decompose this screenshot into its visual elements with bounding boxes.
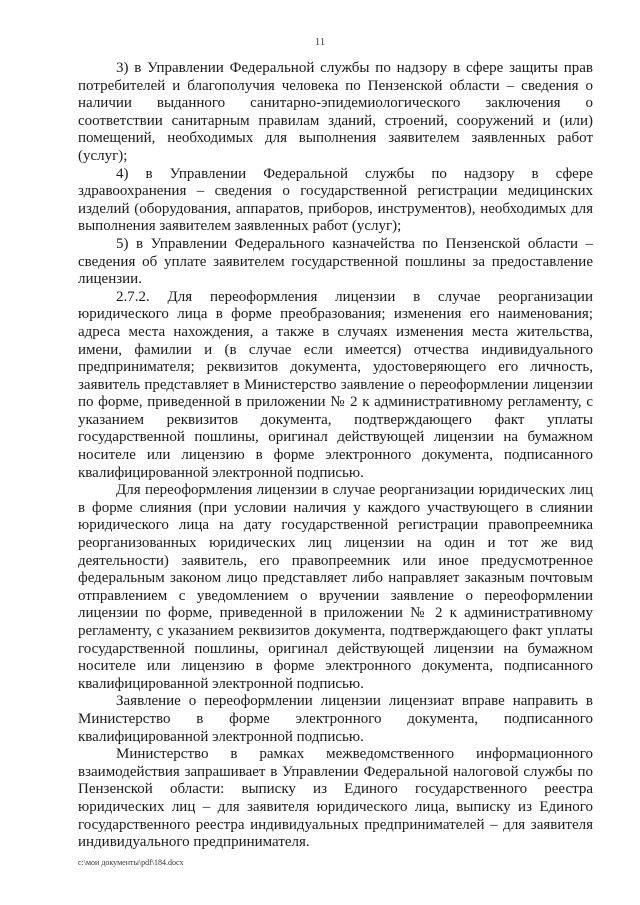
paragraph-interagency-request: Министерство в рамках межведомственного информационного взаимодействия запрашивает в Управлении Федеральной налоговой службы по Пензенской области: выписку из Единого государственного реестра юридических лиц – для заявителя юридического лица, выписку из Единого государственного реестра индивидуальных предпринимателей – для заявителя индивидуального предпринимателя.	[78, 746, 593, 851]
footer-file-path: c:\мои документы\pdf\184.docx	[78, 858, 184, 867]
document-body	[78, 60, 593, 852]
page-number: 11	[314, 36, 326, 48]
paragraph-item-3: 3) в Управлении Федеральной службы по надзору в сфере защиты прав потребителей и благополучия человека по Пензенской области – сведения о наличии выданного санитарно-эпидемиологического заключения о соответствии санитарным правилам зданий, строений, сооружений и (или) помещений, необходимых для выполнения заявителем заявленных работ (услуг);	[78, 60, 593, 164]
paragraph-electronic-application: Заявление о переоформлении лицензии лицензиат вправе направить в Министерство в форме электронного документа, подписанного квалифицированной электронной подписью.	[78, 693, 593, 745]
paragraph-2-7-2: 2.7.2. Для переоформления лицензии в случае реорганизации юридического лица в форме преобразования; изменения его наименования; адреса места нахождения, а также в случаях изменения места жительства, имени, фамилии и (в случае если имеется) отчества индивидуального предпринимателя; реквизитов документа, удостоверяющего его личность, заявитель представляет в Министерство заявление о переоформлении лицензии по форме, приведенной в приложении № 2 к административному регламенту, с указанием реквизитов документа, подтверждающего факт уплаты государственной пошлины, оригинал действующей лицензии на бумажном носителе или лицензию в форме электронного документа, подписанного квалифицированной электронной подписью.	[78, 288, 593, 481]
paragraph-merger-reorganization: Для переоформления лицензии в случае реорганизации юридических лиц в форме слияния (при условии наличия у каждого участвующего в слиянии юридического лица на дату государственной регистрации правопреемника реорганизованных юридических лиц лицензии на один и тот же вид деятельности) заявитель, его правопреемник или иное предусмотренное федеральным законом лицо представляет либо направляет заказным почтовым отправлением с уведомлением о вручении заявление о переоформлении лицензии по форме, приведенной в приложении № 2 к административному регламенту, с указанием реквизитов документа, подтверждающего факт уплаты государственной пошлины, оригинал действующей лицензии на бумажном носителе или лицензию в форме электронного документа, подписанного квалифицированной электронной подписью.	[78, 482, 593, 692]
paragraph-item-4: 4) в Управлении Федеральной службы по надзору в сфере здравоохранения – сведения о государственной регистрации медицинских изделий (оборудования, аппаратов, приборов, инструментов), необходимых для выполнения заявителем заявленных работ (услуг);	[78, 165, 593, 235]
paragraph-item-5: 5) в Управлении Федерального казначейства по Пензенской области – сведения об уплате заявителем государственной пошлины за предоставление лицензии.	[78, 235, 593, 288]
